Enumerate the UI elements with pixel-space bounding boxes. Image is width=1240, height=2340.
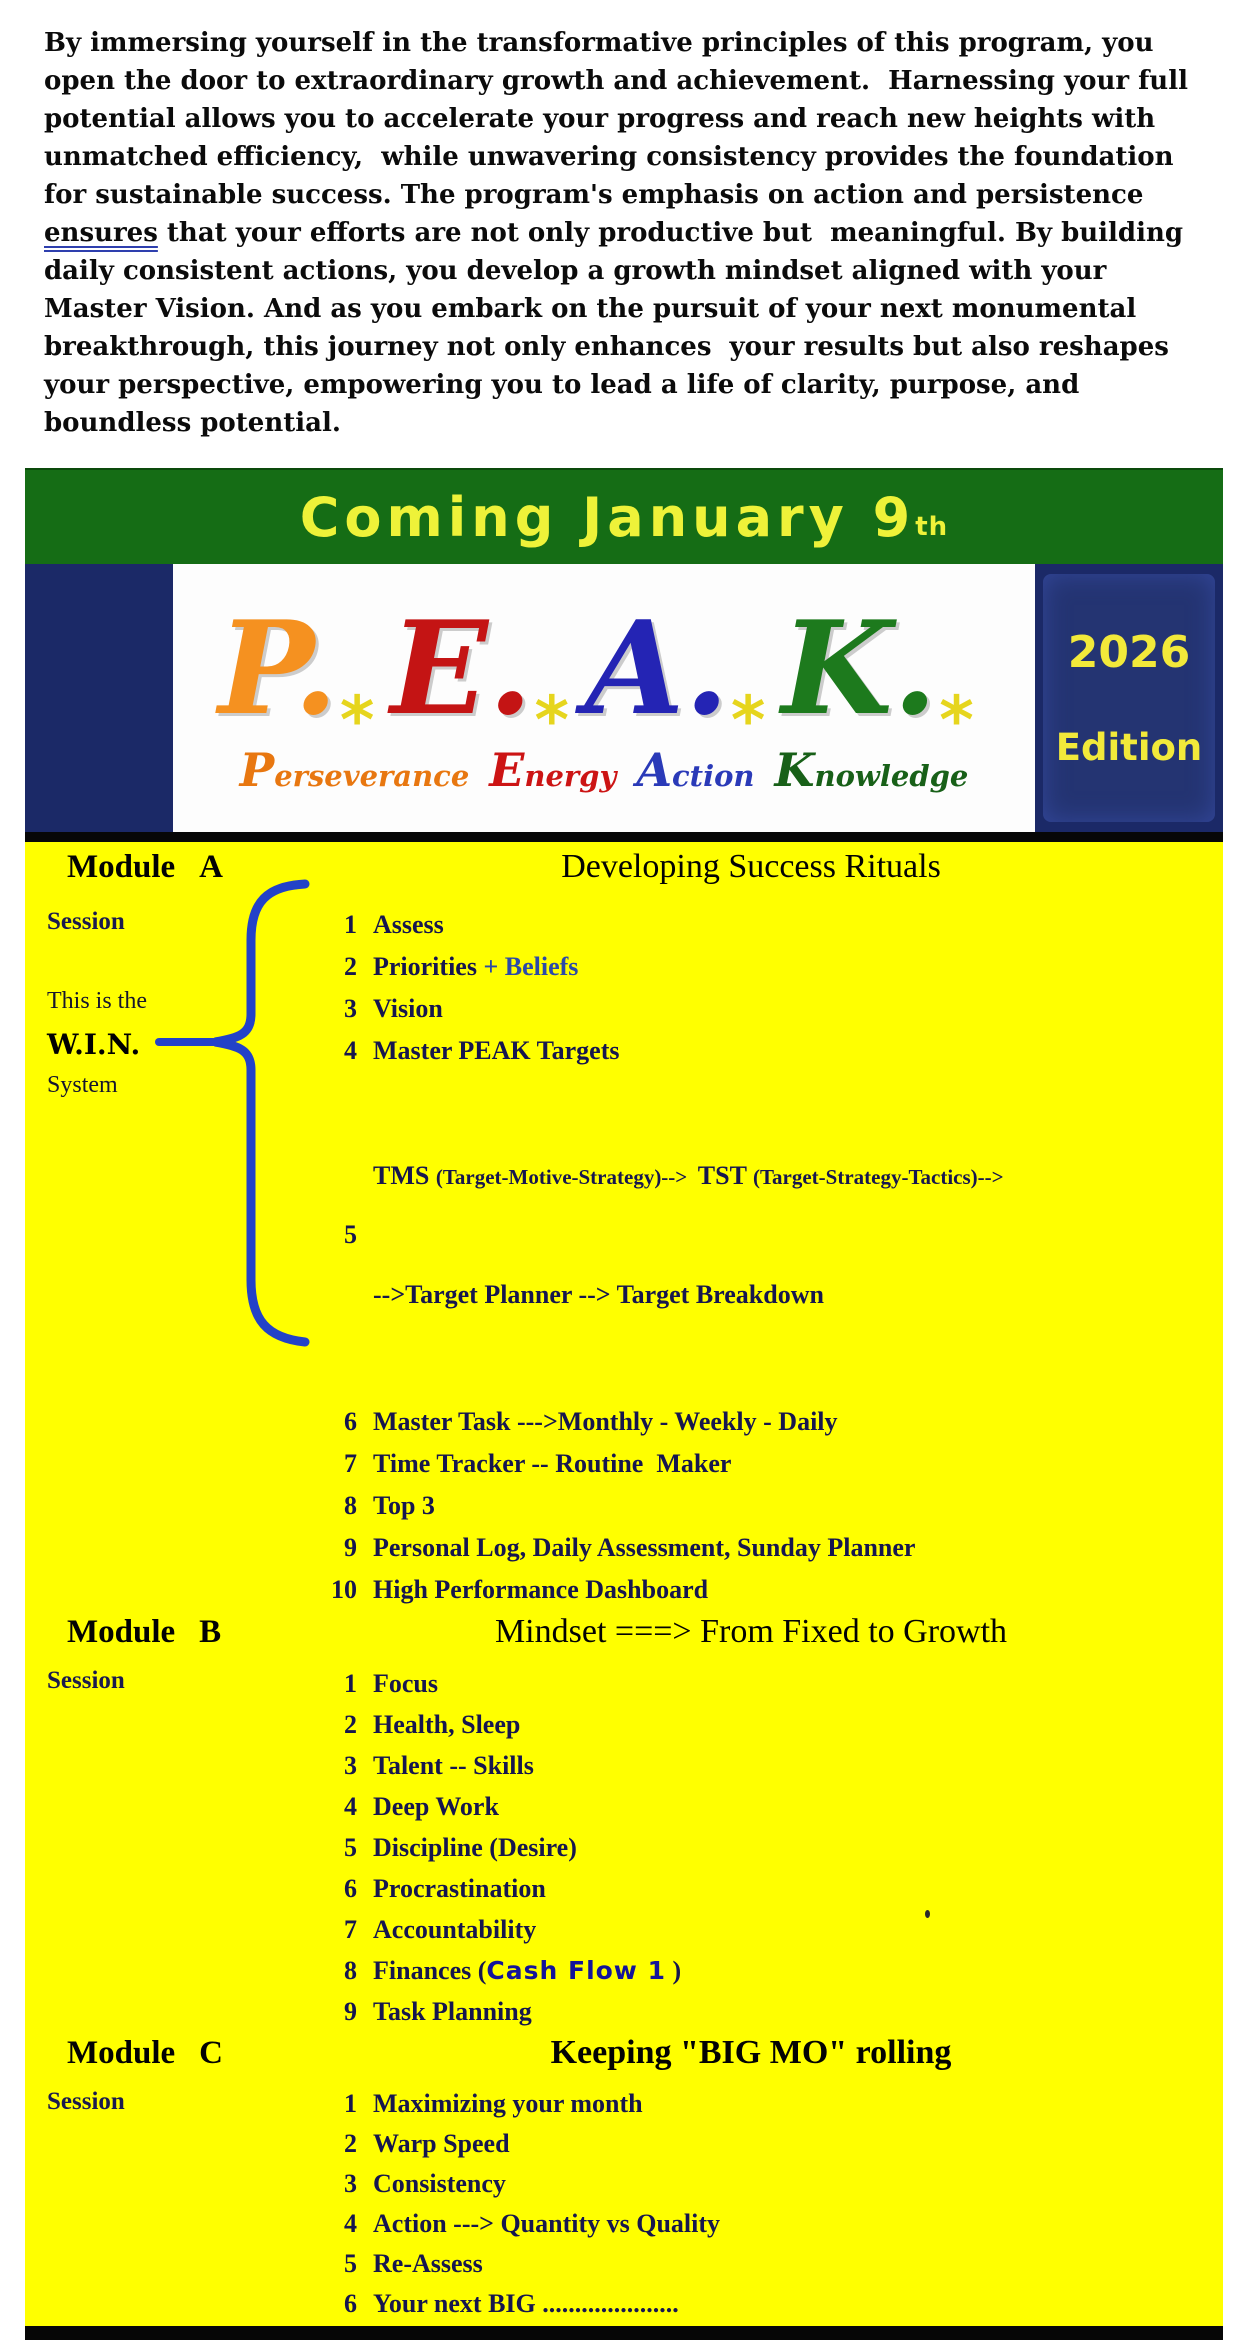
session-row (313, 1909, 1223, 1950)
note-this-is-the: This is the (47, 988, 147, 1014)
intro-line: for sustainable success. The program's emphasis on action and persistence (44, 180, 1144, 210)
session-row (313, 2204, 1223, 2244)
session-number: 7 (344, 1915, 357, 1944)
intro-line (44, 214, 1212, 252)
session-text: Discipline (Desire) (373, 1833, 577, 1862)
modules-panel (25, 842, 1223, 2340)
banner (25, 468, 1223, 842)
module-c-label (67, 2035, 279, 2072)
module-a-title: Developing Success Rituals (561, 848, 941, 885)
session-text: Talent -- Skills (373, 1751, 534, 1780)
beliefs-highlight: + Beliefs (483, 952, 579, 981)
module-letter: C (199, 2035, 224, 2071)
module-b-body (25, 1659, 1223, 2032)
session-text: Top 3 (373, 1491, 435, 1520)
session-number: 1 (344, 910, 357, 939)
session-row (313, 1786, 1223, 1827)
session-number: 2 (344, 1710, 357, 1739)
session-number: 3 (344, 994, 357, 1023)
session-text: Task Planning (373, 1997, 532, 2026)
session-number: 2 (344, 952, 357, 981)
session-text: Re-Assess (373, 2249, 483, 2278)
session-row (313, 1991, 1223, 2032)
edition-box (1043, 574, 1215, 822)
star-icon: * (730, 682, 766, 759)
word-action: Action (636, 743, 755, 797)
session-row (313, 1485, 1223, 1527)
session-text: Consistency (373, 2169, 506, 2198)
session-row (313, 988, 1223, 1030)
session-text: Time Tracker -- Routine Maker (373, 1449, 732, 1478)
tms-paren: (Target-Motive-Strategy)--> (435, 1165, 698, 1189)
cash-flow-highlight: Cash Flow 1 (486, 1956, 667, 1985)
module-b-title: Mindset ===> From Fixed to Growth (494, 1613, 1008, 1650)
session-number: 3 (344, 1751, 357, 1780)
session-number: 6 (344, 2289, 357, 2318)
session-text: Focus (373, 1669, 438, 1698)
edition-label: Edition (1055, 726, 1203, 769)
module-letter: B (199, 1614, 222, 1650)
module-word: Module (67, 1614, 176, 1650)
session-number: 5 (344, 1220, 357, 1249)
edition-year: 2026 (1067, 627, 1191, 678)
intro-line: daily consistent actions, you develop a growth mindset aligned with your (44, 256, 1107, 286)
session-text: Health, Sleep (373, 1710, 521, 1739)
session-row (313, 2164, 1223, 2204)
session-text: Action ---> Quantity vs Quality (373, 2209, 721, 2238)
session-list-c (313, 2080, 1223, 2324)
peak-logo (173, 564, 1035, 832)
module-c-body (25, 2080, 1223, 2324)
tst-label: TST (697, 1161, 753, 1190)
session-text: Procrastination (373, 1874, 546, 1903)
session-label-b: Session (47, 1667, 125, 1694)
session-row (313, 1868, 1223, 1909)
curly-brace-icon (155, 876, 335, 1354)
session-text: Deep Work (373, 1792, 499, 1821)
session-number: 9 (344, 1533, 357, 1562)
session-number: 8 (344, 1491, 357, 1520)
tms-label: TMS (373, 1161, 436, 1190)
separator-strip (25, 832, 1223, 842)
session-number: 6 (344, 1874, 357, 1903)
session-text: Your next BIG ..................... (373, 2289, 679, 2318)
session-text (373, 946, 578, 988)
session-number: 4 (344, 1792, 357, 1821)
session-row (313, 1030, 1223, 1072)
session-row (313, 1827, 1223, 1868)
star-icon: * (339, 682, 375, 759)
module-b-label (67, 1614, 279, 1651)
note-system: System (47, 1072, 118, 1098)
intro-paragraph (0, 0, 1240, 442)
tms-tst-line (373, 1159, 1004, 1194)
intro-line: Master Vision. And as you embark on the pursuit of your next monumental (44, 294, 1137, 324)
underlined-word: ensures (44, 218, 158, 248)
note-win: W.I.N. (47, 1028, 141, 1061)
target-planner-line: -->Target Planner --> Target Breakdown (373, 1280, 824, 1309)
word-energy: Energy (489, 743, 617, 797)
session-row (313, 1569, 1223, 1611)
session-number: 8 (344, 1956, 357, 1985)
session-number: 4 (344, 2209, 357, 2238)
module-b-header (25, 1611, 1223, 1659)
intro-line: potential allows you to accelerate your progress and reach new heights with (44, 104, 1156, 134)
session-text: Master PEAK Targets (373, 1036, 620, 1065)
session-text-main: Priorities (373, 952, 484, 981)
intro-line: breakthrough, this journey not only enhances your results but also reshapes (44, 332, 1169, 362)
session-label-c: Session (47, 2088, 125, 2115)
session-number: 6 (344, 1407, 357, 1436)
module-a-body (25, 900, 1223, 1611)
tst-paren: (Target-Strategy-Tactics)--> (752, 1165, 1004, 1189)
session-number: 5 (344, 1833, 357, 1862)
session-number: 10 (331, 1575, 357, 1604)
intro-line-rest: that your efforts are not only productive but meaningful. By building (157, 218, 1184, 248)
logo-band (25, 564, 1223, 832)
intro-line: By immersing yourself in the transformative principles of this program, you (44, 28, 1154, 58)
star-icon: * (939, 682, 974, 759)
peak-letter-e: E. (390, 594, 533, 744)
session-row (313, 1950, 1223, 1991)
peak-letters (218, 594, 990, 759)
intro-line: your perspective, empowering you to lead a life of clarity, purpose, and (44, 370, 1080, 400)
word-perseverance: Perseverance (239, 743, 470, 797)
session-row (313, 2084, 1223, 2124)
module-c-header (25, 2032, 1223, 2080)
coming-text: Coming January 9 (299, 485, 916, 549)
session-list-b (313, 1659, 1223, 2032)
session-row (313, 904, 1223, 946)
session-row (313, 1527, 1223, 1569)
module-letter: A (199, 849, 224, 885)
coming-suffix: th (915, 512, 949, 542)
star-icon: * (534, 682, 570, 759)
peak-letter-p: P. (218, 594, 338, 744)
peak-letter-a: A. (585, 594, 729, 744)
session-text: Warp Speed (373, 2129, 510, 2158)
word-knowledge: Knowledge (774, 743, 969, 797)
finances-suffix: ) (666, 1956, 682, 1985)
session-number: 2 (344, 2129, 357, 2158)
edition-panel (1035, 564, 1223, 832)
session-row (313, 1663, 1223, 1704)
session-text: Vision (373, 994, 443, 1023)
session-number: 1 (344, 2089, 357, 2118)
session-row (313, 2244, 1223, 2284)
session-number: 3 (344, 2169, 357, 2198)
intro-line: boundless potential. (44, 408, 341, 438)
session-label-a: Session (47, 908, 125, 935)
stray-mark (925, 1910, 930, 1918)
intro-line: unmatched efficiency, while unwavering consistency provides the foundation (44, 142, 1174, 172)
module-word: Module (67, 2035, 176, 2071)
peak-letter-k: K. (781, 594, 938, 744)
session-text: Accountability (373, 1915, 537, 1944)
session-number: 9 (344, 1997, 357, 2026)
intro-line: open the door to extraordinary growth and achievement. Harnessing your full (44, 66, 1188, 96)
session-number: 5 (344, 2249, 357, 2278)
session-text: Master Task --->Monthly - Weekly - Daily (373, 1407, 838, 1436)
session-text: High Performance Dashboard (373, 1575, 709, 1604)
session-number: 1 (344, 1669, 357, 1698)
session-text: Personal Log, Daily Assessment, Sunday Planner (373, 1533, 916, 1562)
session-number: 4 (344, 1036, 357, 1065)
session-row (313, 1704, 1223, 1745)
session-number: 7 (344, 1449, 357, 1478)
session-row (313, 946, 1223, 988)
bottom-bar (25, 2326, 1223, 2340)
session-row (313, 1072, 1223, 1401)
coming-banner (25, 468, 1223, 564)
session-list-a (313, 900, 1223, 1611)
session-text (373, 1075, 1004, 1395)
logo-band-left-spacer (25, 564, 173, 832)
session-text (373, 1950, 681, 1991)
finances-prefix: Finances ( (373, 1956, 487, 1985)
session-row (313, 2284, 1223, 2324)
session-row (313, 1745, 1223, 1786)
module-word: Module (67, 849, 176, 885)
session-row (313, 2124, 1223, 2164)
session-row (313, 1443, 1223, 1485)
session-text: Assess (373, 910, 444, 939)
module-c-title: Keeping "BIG MO" rolling (550, 2034, 952, 2071)
session-text: Maximizing your month (373, 2089, 643, 2118)
session-row (313, 1401, 1223, 1443)
